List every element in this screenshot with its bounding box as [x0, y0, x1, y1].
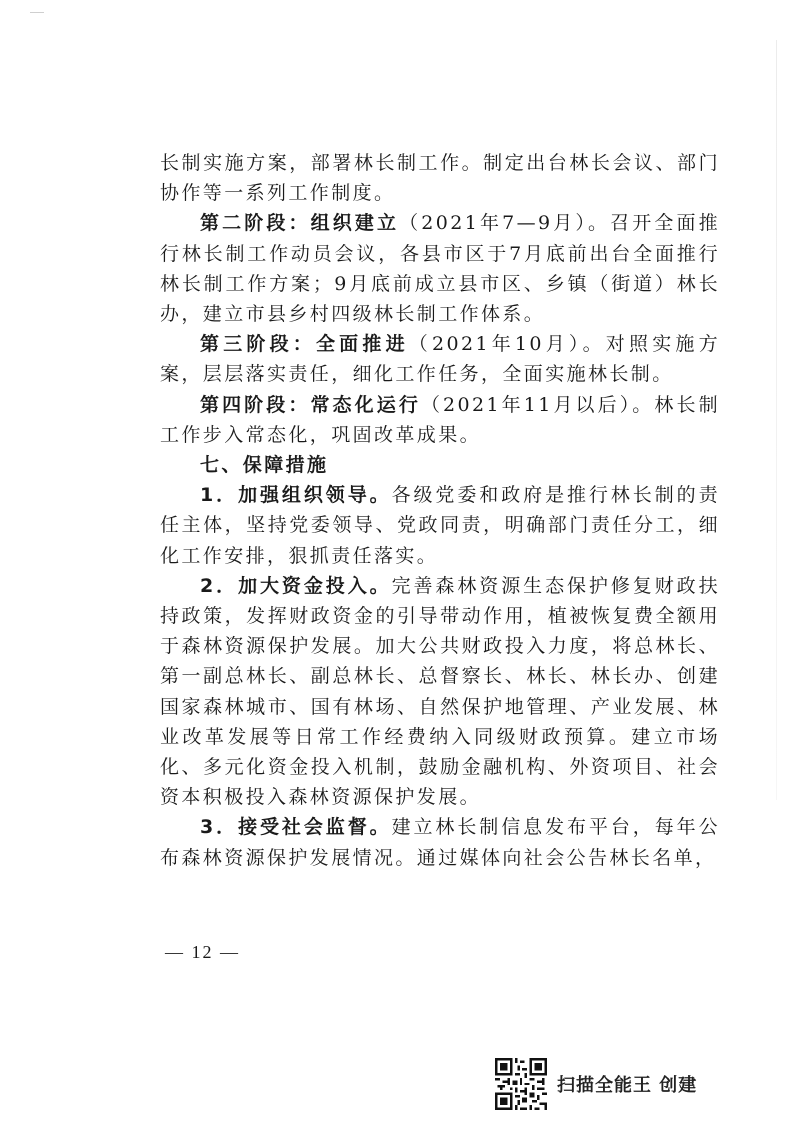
paragraph: [160, 329, 720, 389]
page-number: — 12 —: [165, 942, 240, 962]
section-heading: 七、保障措施: [200, 454, 329, 477]
paragraph-text: （2021年11月以后）。林长制工作步入常态化，巩固改革成果。: [160, 393, 720, 446]
paragraph: [160, 208, 720, 329]
paragraph: [160, 148, 720, 208]
scanner-watermark: [495, 1058, 697, 1110]
measure-label: 2．加大资金投入。: [200, 574, 392, 597]
measure-label: 3．接受社会监督。: [200, 816, 392, 839]
scanner-label: 扫描全能王 创建: [557, 1075, 698, 1096]
paragraph: [160, 390, 720, 450]
body-text: [160, 148, 720, 873]
stage-label: 第四阶段：常态化运行: [200, 393, 421, 416]
paragraph-text: 各级党委和政府是推行林长制的责任主体，坚持党委领导、党政同责，明确部门责任分工，细化工作安排，狠抓责任落实。: [160, 484, 720, 567]
scan-artifact: [30, 12, 44, 13]
scan-artifact: [776, 40, 777, 800]
paragraph-text: 建立林长制信息发布平台，每年公布森林资源保护发展情况。通过媒体向社会公告林长名单，: [160, 816, 720, 869]
measure-paragraph: [160, 480, 720, 571]
measure-paragraph: [160, 571, 720, 813]
stage-label: 第三阶段：全面推进: [200, 333, 409, 356]
paragraph-text: 完善森林资源生态保护修复财政扶持政策，发挥财政资金的引导带动作用，植被恢复费全额用于森林资源保护发展。加大公共财政投入力度，将总林长、第一副总林长、副总林长、总督察长、林长、林长办、创建国家森林城市、国有林场、自然保护地管理、产业发展、林业改革发展等日常工作经费纳入同级财政预算。建立市场化、多元化资金投入机制，鼓励金融机构、外资项目、社会资本积极投入森林资源保护发展。: [160, 574, 720, 809]
paragraph-text: （2021年10月）。对照实施方案，层层落实责任，细化工作任务，全面实施林长制。: [160, 333, 720, 386]
paragraph-text: 长制实施方案，部署林长制工作。制定出台林长会议、部门协作等一系列工作制度。: [160, 152, 720, 205]
stage-label: 第二阶段：组织建立: [200, 212, 400, 235]
measure-paragraph: [160, 812, 720, 872]
paragraph-text: （2021年7—9月）。召开全面推行林长制工作动员会议，各县市区于7月底前出台全面推行林长制工作方案；9月底前成立县市区、乡镇（街道）林长办，建立市县乡村四级林长制工作体系。: [160, 212, 720, 326]
measure-label: 1．加强组织领导。: [200, 484, 392, 507]
qr-code-icon: [495, 1058, 547, 1110]
